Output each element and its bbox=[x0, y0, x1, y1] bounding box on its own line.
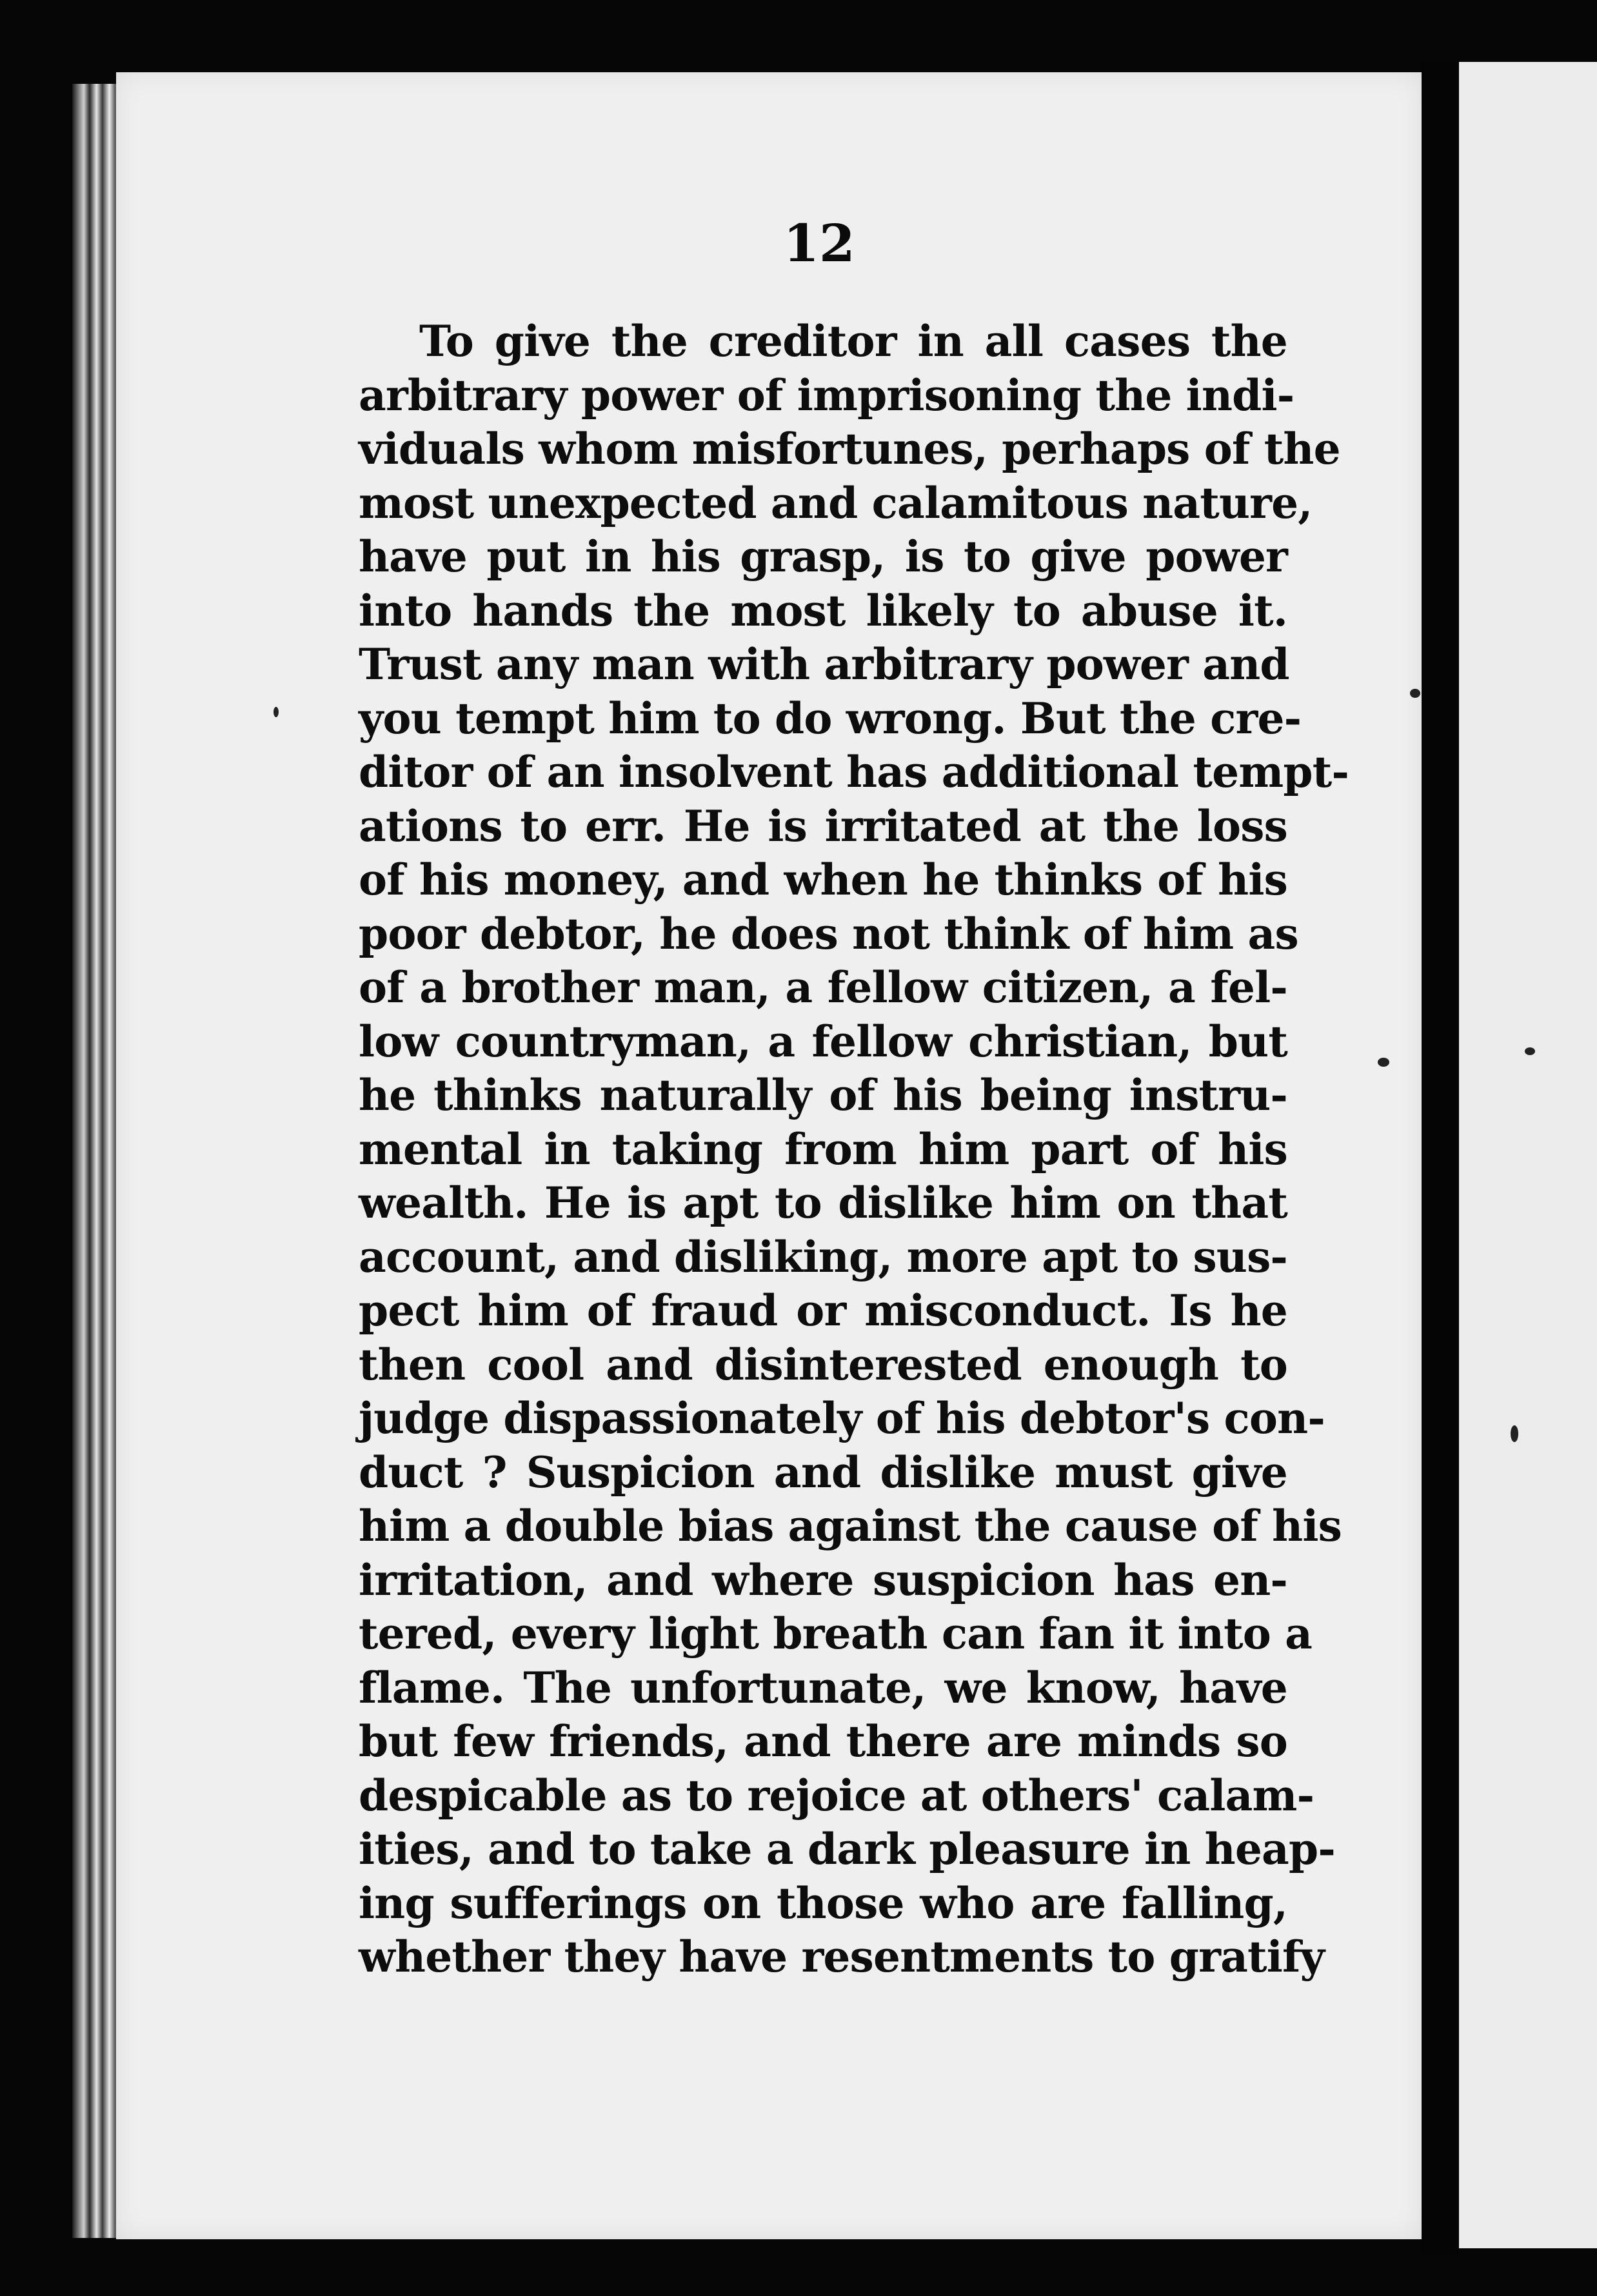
text-line: ing sufferings on those who are falling, bbox=[359, 1877, 1287, 1928]
text-line: most unexpected and calamitous nature, bbox=[359, 477, 1313, 528]
text-line: but few friends, and there are minds so bbox=[359, 1716, 1287, 1767]
text-line: judge dispassionately of his debtor's con- bbox=[359, 1393, 1325, 1443]
scan-speck bbox=[1525, 1047, 1535, 1055]
text-line: him a double bias against the cause of his bbox=[359, 1501, 1342, 1551]
text-line: despicable as to rejoice at others' calam- bbox=[359, 1770, 1314, 1821]
scan-speck bbox=[1378, 1058, 1389, 1067]
text-line: arbitrary power of imprisoning the indi- bbox=[359, 370, 1294, 421]
text-line: viduals whom misfortunes, perhaps of the bbox=[359, 424, 1340, 474]
text-line: have put in his grasp, is to give power bbox=[359, 531, 1287, 582]
text-line: ities, and to take a dark pleasure in heap- bbox=[359, 1824, 1335, 1874]
text-line: duct ? Suspicion and dislike must give bbox=[359, 1447, 1287, 1498]
text-line: low countryman, a fellow christian, but bbox=[359, 1016, 1287, 1067]
text-line: of a brother man, a fellow citizen, a fel- bbox=[359, 962, 1287, 1013]
text-line: To give the creditor in all cases the bbox=[419, 316, 1287, 366]
text-line: account, and disliking, more apt to sus- bbox=[359, 1231, 1288, 1282]
text-line: whether they have resentments to gratify bbox=[359, 1932, 1325, 1982]
text-line: into hands the most likely to abuse it. bbox=[359, 585, 1287, 636]
text-line: then cool and disinterested enough to bbox=[359, 1339, 1287, 1390]
text-line: Trust any man with arbitrary power and bbox=[359, 639, 1289, 689]
body-text bbox=[359, 315, 1349, 2017]
right-page-sliver bbox=[1459, 62, 1597, 2248]
scan-speck bbox=[273, 707, 279, 717]
text-line: ations to err. He is irritated at the loss bbox=[359, 800, 1287, 851]
scan-speck bbox=[1410, 689, 1420, 698]
text-line: tered, every light breath can fan it into a bbox=[359, 1608, 1313, 1659]
text-line: pect him of fraud or misconduct. Is he bbox=[359, 1285, 1287, 1336]
text-line: ditor of an insolvent has additional tempt- bbox=[359, 747, 1349, 797]
text-line: of his money, and when he thinks of his bbox=[359, 855, 1287, 905]
scan-speck bbox=[1511, 1425, 1518, 1442]
text-line: irritation, and where suspicion has en- bbox=[359, 1554, 1287, 1605]
text-line: you tempt him to do wrong. But the cre- bbox=[359, 693, 1302, 744]
text-line: poor debtor, he does not think of him as bbox=[359, 908, 1298, 959]
page-number: 12 bbox=[783, 213, 855, 273]
text-line: he thinks naturally of his being instru- bbox=[359, 1070, 1287, 1120]
text-line: flame. The unfortunate, we know, have bbox=[359, 1662, 1287, 1713]
text-line: wealth. He is apt to dislike him on that bbox=[359, 1178, 1287, 1228]
book-gutter bbox=[1422, 62, 1459, 2255]
text-line: mental in taking from him part of his bbox=[359, 1123, 1287, 1174]
